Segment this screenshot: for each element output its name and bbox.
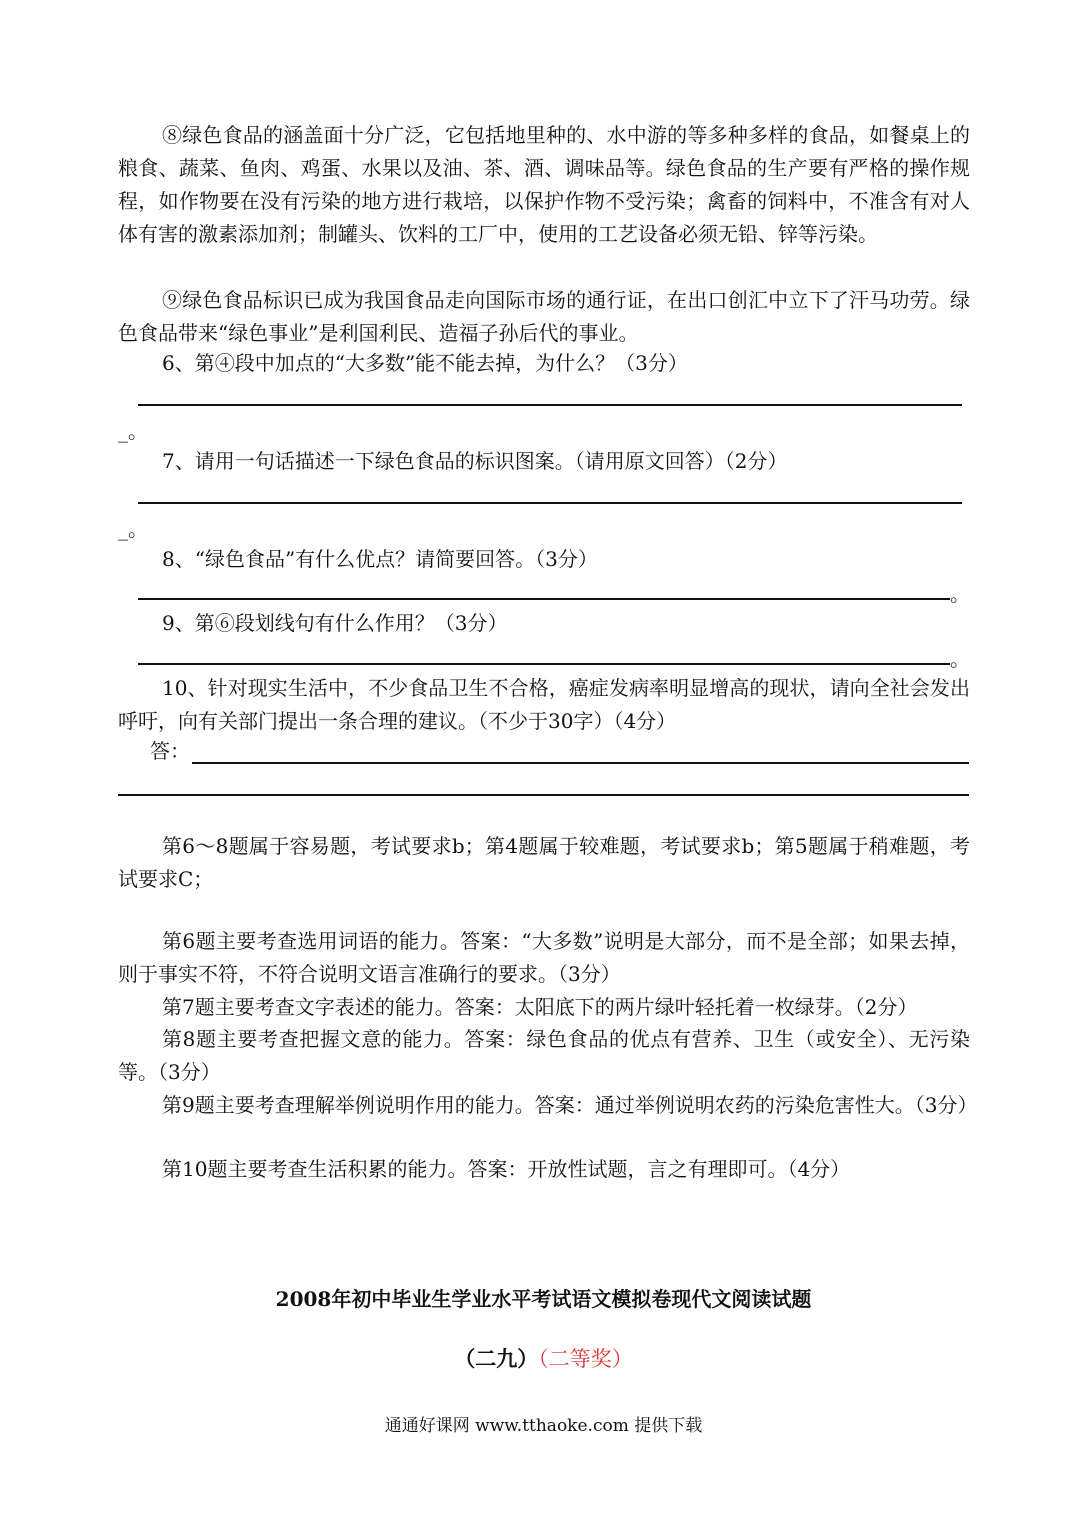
answer-line-q7 bbox=[138, 502, 962, 504]
footer-credit: 通通好课网 www.tthaoke.com 提供下载 bbox=[384, 1416, 703, 1436]
answer-line-q6 bbox=[138, 404, 962, 406]
answer-7: 第7题主要考查文字表述的能力。答案：太阳底下的两片绿叶轻托着一枚绿芽。（2分） bbox=[162, 995, 918, 1019]
answer-8: 第8题主要考查把握文意的能力。答案：绿色食品的优点有营养、卫生（或安全）、无污染等。（3分） bbox=[118, 1027, 970, 1084]
paragraph-9: ⑨绿色食品标识已成为我国食品走向国际市场的通行证，在出口创汇中立下了汗马功劳。绿色食品带来“绿色事业”是利国利民、造福子孙后代的事业。 bbox=[118, 288, 970, 345]
answer-10: 第10题主要考查生活积累的能力。答案：开放性试题，言之有理即可。（4分） bbox=[162, 1157, 851, 1181]
answer-line-q9 bbox=[138, 663, 950, 665]
question-7: 7、请用一句话描述一下绿色食品的标识图案。（请用原文回答）（2分） bbox=[162, 449, 788, 473]
answer-9: 第9题主要考查理解举例说明作用的能力。答案：通过举例说明农药的污染危害性大。（3分） bbox=[162, 1093, 978, 1117]
period-q8: 。 bbox=[950, 582, 970, 606]
period-q9: 。 bbox=[950, 647, 970, 671]
paragraph-8: ⑧绿色食品的涵盖面十分广泛，它包括地里种的、水中游的等多种多样的食品，如餐桌上的粮食、蔬菜、鱼肉、鸡蛋、水果以及油、茶、酒、调味品等。绿色食品的生产要有严格的操作规程，如作物要在没有污染的地方进行栽培，以保护作物不受污染；禽畜的饲料中，不准含有对人体有害的激素添加剂；制罐头、饮料的工厂中，使用的工艺设备必须无铅、锌等污染。 bbox=[118, 123, 970, 246]
answer-label: 答： bbox=[150, 739, 190, 763]
question-6: 6、第④段中加点的“大多数”能不能去掉，为什么？（3分） bbox=[162, 351, 688, 375]
exam-number bbox=[0, 1343, 1087, 1373]
answer-line-q8 bbox=[138, 598, 950, 600]
exam-title: 2008年初中毕业生学业水平考试语文模拟卷现代文阅读试题 bbox=[275, 1287, 812, 1311]
answer-6: 第6题主要考查选用词语的能力。答案：“大多数”说明是大部分，而不是全部；如果去掉，则于事实不符，不符合说明文语言准确行的要求。（3分） bbox=[118, 929, 970, 986]
answer-tail-q6: _。 bbox=[118, 419, 148, 443]
award-label: （二等奖） bbox=[538, 1347, 633, 1371]
answer-line-q10-a bbox=[192, 762, 969, 764]
question-10: 10、针对现实生活中，不少食品卫生不合格，癌症发病率明显增高的现状，请向全社会发出呼吁，向有关部门提出一条合理的建议。（不少于30字）（4分） bbox=[118, 676, 970, 733]
question-9: 9、第⑥段划线句有什么作用？（3分） bbox=[162, 611, 508, 635]
question-8: 8、“绿色食品”有什么优点？请简要回答。（3分） bbox=[162, 547, 598, 571]
exam-number-label: （二九） bbox=[454, 1346, 539, 1371]
answer-line-q10-b bbox=[118, 794, 969, 796]
difficulty-note: 第6～8题属于容易题，考试要求b；第4题属于较难题，考试要求b；第5题属于稍难题，考试要求C； bbox=[118, 834, 970, 891]
answer-tail-q7: _。 bbox=[118, 517, 148, 541]
